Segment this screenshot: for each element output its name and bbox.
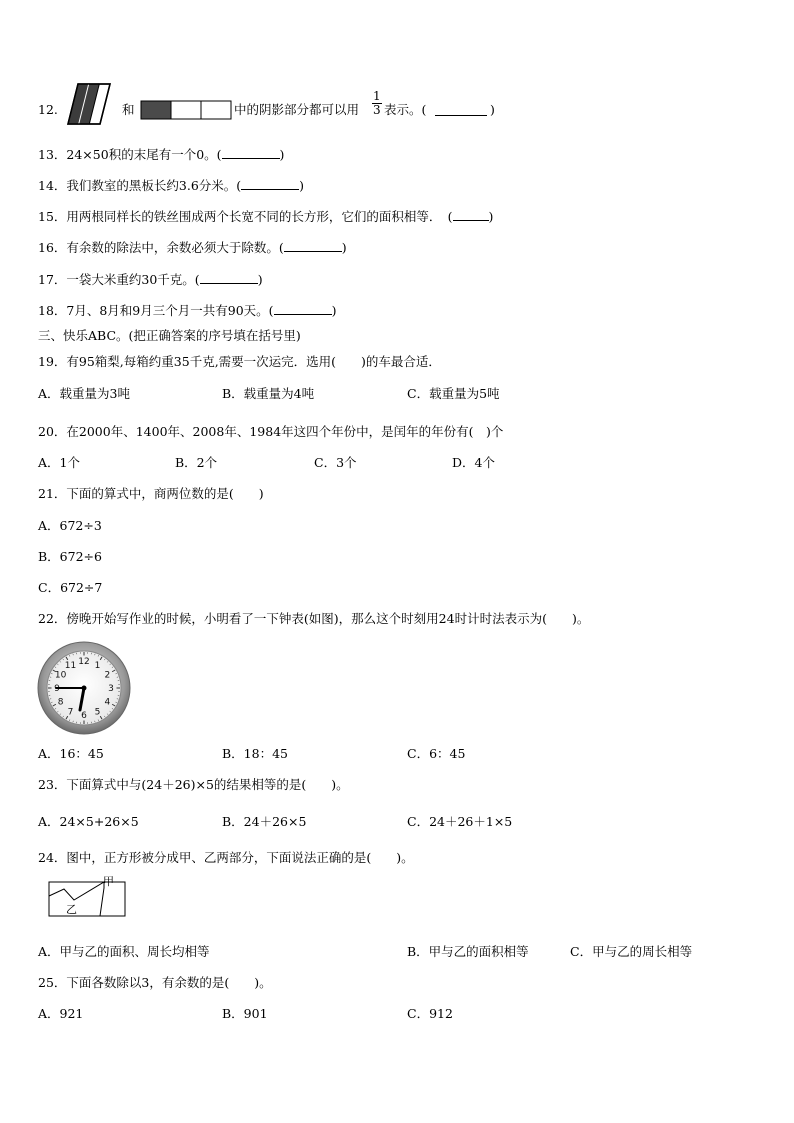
clock-number: 1 [94,660,101,671]
label-yi: 乙 [66,903,77,916]
option-21-b[interactable]: B．672÷6 [38,549,102,564]
clock-image [36,640,132,736]
fraction-denominator: 3 [373,103,381,117]
option-20-d[interactable]: D．4个 [452,455,495,470]
question-18-text: 18．7月、8月和9月三个月一共有90天。( [38,303,274,318]
option-24-c[interactable]: C．甲与乙的周长相等 [570,944,693,959]
question-16-text: 16．有余数的除法中，余数必须大于除数。( [38,240,284,255]
fraction-one-third [372,90,382,117]
option-19-c[interactable]: C．载重量为5吨 [407,386,500,401]
question-22-text: 22．傍晚开始写作业的时候，小明看了一下钟表(如图)，那么这个时刻用24时计时法表示为( )。 [38,611,590,626]
clock-number: 12 [78,657,90,668]
question-13 [38,146,284,163]
option-23-c[interactable]: C．24＋26＋1×5 [407,814,513,829]
question-14-close: ) [299,178,305,193]
clock-number: 3 [108,684,114,695]
question-17-text: 17．一袋大米重约30千克。( [38,272,200,287]
option-22-a[interactable]: A．16：45 [38,746,104,761]
fraction-numerator: 1 [373,89,381,103]
bar-figure [140,100,232,120]
clock-number: 10 [54,670,67,681]
answer-blank-17[interactable] [200,271,258,284]
answer-blank-15[interactable] [453,208,489,221]
clock-number: 8 [57,697,64,708]
clock-number: 7 [67,707,74,718]
answer-blank-18[interactable] [274,302,332,315]
answer-blank-12[interactable] [435,103,487,116]
clock-number: 4 [104,697,111,708]
clock-number: 2 [104,670,111,681]
label-jia: 甲 [103,875,114,888]
clock-number: 5 [94,707,101,718]
question-15 [38,208,493,225]
question-16-close: ) [341,240,347,255]
option-24-a[interactable]: A．甲与乙的面积、周长均相等 [38,944,210,959]
question-18-close: ) [331,303,337,318]
answer-blank-14[interactable] [241,177,299,190]
and-word: 和 [122,102,135,117]
answer-blank-16[interactable] [284,239,342,252]
option-25-c[interactable]: C．912 [407,1006,453,1021]
question-15-text: 15．用两根同样长的铁丝围成两个长宽不同的长方形，它们的面积相等． ( [38,209,453,224]
section-3-title: 三、快乐ABC。(把正确答案的序号填在括号里) [38,328,301,343]
question-17-close: ) [257,272,263,287]
question-21-text: 21．下面的算式中，商两位数的是( ) [38,486,264,501]
question-12-number: 12. [38,102,58,117]
square-division-figure [48,878,128,918]
question-19-text: 19．有95箱梨,每箱约重35千克,需要一次运完．选用( )的车最合适． [38,354,441,369]
option-20-a[interactable]: A．1个 [38,455,80,470]
option-20-b[interactable]: B．2个 [175,455,218,470]
option-20-c[interactable]: C．3个 [314,455,357,470]
question-16 [38,239,347,256]
question-15-close: ) [488,209,494,224]
question-14-text: 14．我们教室的黑板长约3.6分米。( [38,178,242,193]
question-17 [38,271,263,288]
clock-number: 6 [81,711,87,722]
question-13-text: 13．24×50积的末尾有一个0。( [38,147,222,162]
question-25-text: 25．下面各数除以3，有余数的是( )。 [38,975,272,990]
option-19-b[interactable]: B．载重量为4吨 [222,386,315,401]
question-13-close: ) [279,147,285,162]
question-23-text: 23．下面算式中与(24＋26)×5的结果相等的是( )。 [38,777,349,792]
question-12-text-b: 表示。( [384,102,427,117]
option-21-a[interactable]: A．672÷3 [38,518,102,533]
option-25-b[interactable]: B．901 [222,1006,268,1021]
question-20-text: 20．在2000年、1400年、2008年、1984年这四个年份中，是闰年的年份有( )个 [38,424,504,439]
option-24-b[interactable]: B．甲与乙的面积相等 [407,944,529,959]
clock-number: 11 [64,660,77,671]
option-23-b[interactable]: B．24＋26×5 [222,814,307,829]
question-14 [38,177,304,194]
question-12-text-a: 中的阴影部分都可以用 [234,102,360,117]
option-22-b[interactable]: B．18：45 [222,746,288,761]
question-12-close: ) [490,102,495,117]
question-18 [38,302,336,319]
answer-blank-13[interactable] [222,146,280,159]
option-19-a[interactable]: A．载重量为3吨 [38,386,130,401]
clock-center [82,686,87,691]
option-22-c[interactable]: C．6：45 [407,746,466,761]
clock-number: 9 [54,684,60,695]
option-21-c[interactable]: C．672÷7 [38,580,103,595]
option-23-a[interactable]: A．24×5+26×5 [38,814,139,829]
parallelogram-figure [66,82,112,126]
option-25-a[interactable]: A．921 [38,1006,84,1021]
question-24-text: 24．图中，正方形被分成甲、乙两部分，下面说法正确的是( )。 [38,850,414,865]
